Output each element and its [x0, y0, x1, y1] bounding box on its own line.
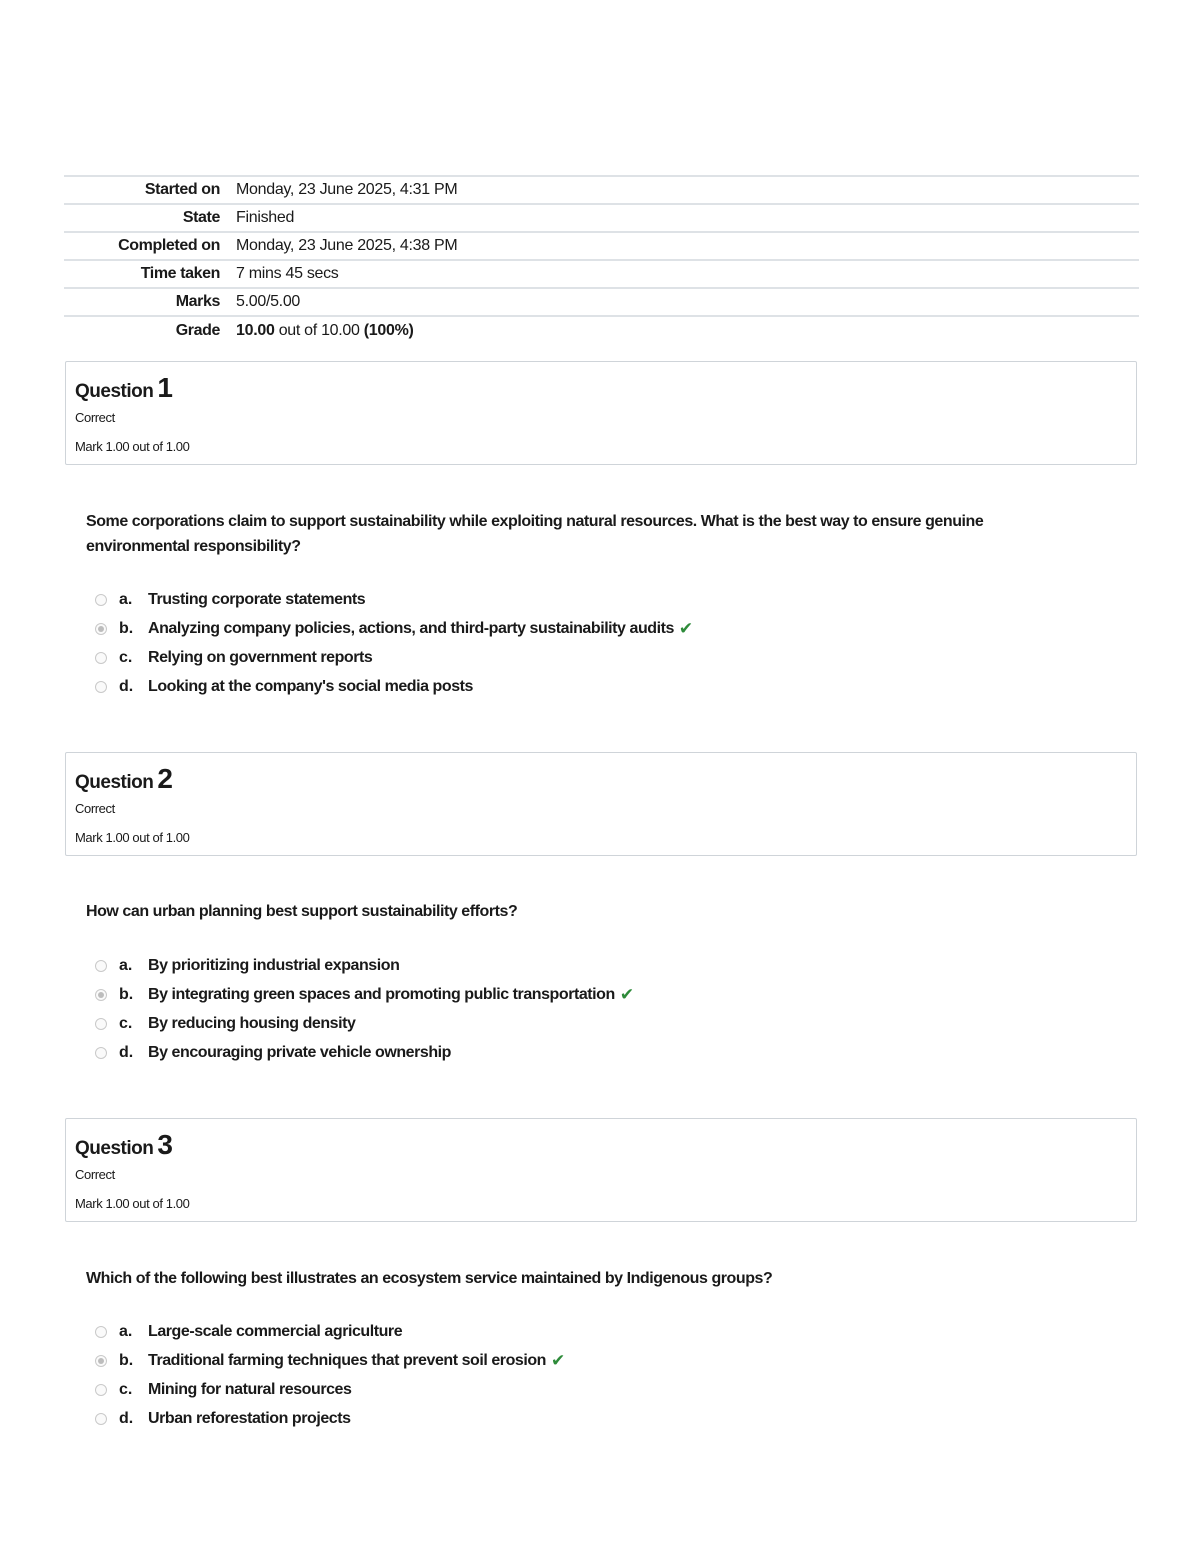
grade-rest: out of 10.00: [274, 321, 364, 339]
attempt-summary-table: [64, 175, 1139, 344]
answer-list-1: [95, 585, 995, 701]
question-label: Question: [75, 772, 154, 793]
answer-letter: d.: [119, 1043, 134, 1061]
answer-option[interactable]: [95, 585, 995, 614]
radio-unchecked-icon[interactable]: [95, 1384, 107, 1396]
question-number: 2: [157, 763, 173, 794]
radio-checked-icon[interactable]: [95, 1355, 107, 1367]
answer-option[interactable]: [95, 1375, 995, 1404]
question-number: 3: [157, 1129, 173, 1160]
check-icon: ✔: [550, 1350, 566, 1370]
summary-row-grade: [64, 316, 1139, 344]
answer-label: Urban reforestation projects: [148, 1409, 351, 1427]
question-state: Correct: [75, 801, 115, 816]
grade-value: 10.00: [236, 321, 275, 339]
question-label: Question: [75, 1138, 154, 1159]
radio-unchecked-icon[interactable]: [95, 652, 107, 664]
answer-letter: d.: [119, 677, 134, 695]
answer-label: By encouraging private vehicle ownership: [148, 1043, 451, 1061]
answer-option[interactable]: [95, 951, 995, 980]
answer-letter: c.: [119, 648, 133, 666]
time-taken-label: Time taken: [140, 265, 220, 282]
answer-letter: a.: [119, 590, 133, 608]
answer-option[interactable]: [95, 1317, 995, 1346]
started-on-label: Started on: [144, 181, 220, 198]
radio-unchecked-icon[interactable]: [95, 1326, 107, 1338]
answer-label: By integrating green spaces and promoting public transportation: [148, 985, 615, 1003]
question-info-1: [65, 361, 1137, 465]
radio-unchecked-icon[interactable]: [95, 594, 107, 606]
summary-row-time: [64, 260, 1139, 288]
answer-label: Looking at the company's social media posts: [148, 677, 473, 695]
answer-option[interactable]: [95, 672, 995, 701]
state-label: State: [182, 209, 220, 226]
summary-row-marks: [64, 288, 1139, 316]
radio-unchecked-icon[interactable]: [95, 681, 107, 693]
answer-letter: b.: [119, 985, 134, 1003]
grade-label: Grade: [175, 321, 220, 339]
answer-option-selected[interactable]: [95, 1346, 995, 1375]
summary-row-state: [64, 204, 1139, 232]
answer-label: Analyzing company policies, actions, and third-party sustainability audits: [148, 619, 674, 637]
answer-label: Large-scale commercial agriculture: [148, 1322, 403, 1340]
question-grade: Mark 1.00 out of 1.00: [75, 830, 190, 845]
answer-label: By reducing housing density: [148, 1014, 356, 1032]
answer-letter: a.: [119, 1322, 133, 1340]
answer-letter: a.: [119, 956, 133, 974]
grade-cell: [236, 316, 1139, 344]
answer-letter: b.: [119, 1351, 134, 1369]
question-text-3: Which of the following best illustrates an ecosystem service maintained by Indigenous groups?: [86, 1270, 773, 1287]
state-value: Finished: [236, 209, 295, 226]
question-info-3: [65, 1118, 1137, 1222]
question-number: 1: [157, 372, 173, 403]
radio-unchecked-icon[interactable]: [95, 960, 107, 972]
time-taken-value: 7 mins 45 secs: [236, 265, 339, 282]
answer-letter: d.: [119, 1409, 134, 1427]
answer-letter: c.: [119, 1380, 133, 1398]
radio-checked-icon[interactable]: [95, 989, 107, 1001]
marks-label: Marks: [175, 293, 220, 310]
radio-unchecked-icon[interactable]: [95, 1413, 107, 1425]
summary-row-completed: [64, 232, 1139, 260]
question-grade: Mark 1.00 out of 1.00: [75, 439, 190, 454]
marks-value: 5.00/5.00: [236, 293, 301, 310]
answer-option-selected[interactable]: [95, 614, 995, 643]
completed-on-value: Monday, 23 June 2025, 4:38 PM: [236, 237, 458, 254]
check-icon: ✔: [678, 618, 694, 638]
answer-label: Relying on government reports: [148, 648, 373, 666]
answer-list-3: [95, 1317, 995, 1433]
check-icon: ✔: [619, 984, 635, 1004]
question-grade: Mark 1.00 out of 1.00: [75, 1196, 190, 1211]
answer-list-2: [95, 951, 995, 1067]
answer-option[interactable]: [95, 1404, 995, 1433]
answer-label: Trusting corporate statements: [148, 590, 366, 608]
question-title: [75, 1129, 172, 1161]
radio-checked-icon[interactable]: [95, 623, 107, 635]
question-text-1: Some corporations claim to support sustainability while exploiting natural resources. What is the best way to ensure genuine environmental responsibility?: [86, 513, 984, 555]
answer-option[interactable]: [95, 643, 995, 672]
question-state: Correct: [75, 1167, 115, 1182]
question-text-2: How can urban planning best support sustainability efforts?: [86, 903, 518, 920]
started-on-value: Monday, 23 June 2025, 4:31 PM: [236, 181, 458, 198]
answer-option[interactable]: [95, 1009, 995, 1038]
completed-on-label: Completed on: [118, 237, 220, 254]
radio-unchecked-icon[interactable]: [95, 1018, 107, 1030]
answer-letter: b.: [119, 619, 134, 637]
answer-option-selected[interactable]: [95, 980, 995, 1009]
summary-row-started: [64, 176, 1139, 204]
answer-option[interactable]: [95, 1038, 995, 1067]
answer-letter: c.: [119, 1014, 133, 1032]
question-title: [75, 372, 172, 404]
question-title: [75, 763, 172, 795]
question-label: Question: [75, 381, 154, 402]
question-info-2: [65, 752, 1137, 856]
answer-label: Mining for natural resources: [148, 1380, 352, 1398]
radio-unchecked-icon[interactable]: [95, 1047, 107, 1059]
question-state: Correct: [75, 410, 115, 425]
answer-label: Traditional farming techniques that prevent soil erosion: [148, 1351, 546, 1369]
grade-percent: (100%): [363, 321, 414, 339]
answer-label: By prioritizing industrial expansion: [148, 956, 400, 974]
